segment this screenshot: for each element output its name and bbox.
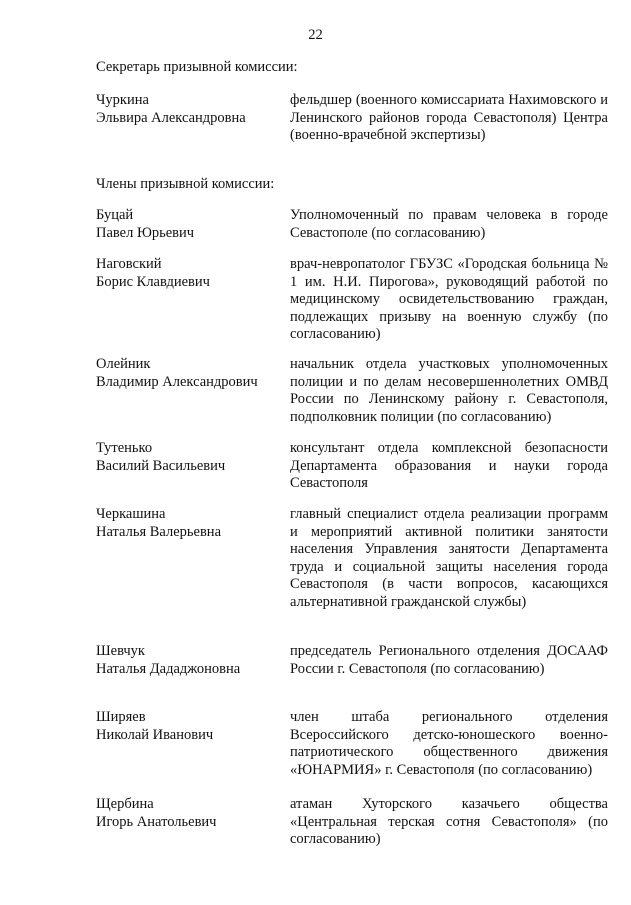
given-names: Василий Васильевич — [96, 457, 226, 474]
position-description: член штаба регионального отделения Всероссийского детско-юношеского военно-патриотического общественного движения «ЮНАРМИЯ» г. Севастополя (по согласованию) — [290, 709, 608, 778]
surname: Черкашина — [96, 506, 166, 522]
members-heading: Члены призывной комиссии: — [96, 176, 275, 192]
position-description: председатель Регионального отделения ДОСААФ России г. Севастополя (по согласованию) — [290, 643, 608, 677]
position-description: консультант отдела комплексной безопасности Департамента образования и науки города Севастополя — [290, 440, 608, 491]
member-entry — [96, 796, 608, 849]
person-name — [96, 643, 290, 678]
surname: Ширяев — [96, 709, 146, 725]
position-description: атаман Хуторского казачьего общества «Центральная терская сотня Севастополя» (по согласованию) — [290, 796, 608, 847]
person-name — [96, 207, 290, 242]
member-entry — [96, 643, 608, 678]
position-description: фельдшер (военного комиссариата Нахимовского и Ленинского районов города Севастополя) Центра (военно-врачебной экспертизы) — [290, 92, 608, 143]
member-entry — [96, 356, 608, 426]
position-description: главный специалист отдела реализации программ и мероприятий активной политики занятости населения Управления занятости Департамента труда и социальной защиты населения города Севастополя (в части вопросов, касающихся альтернативной гражданской службы) — [290, 506, 608, 610]
person-name — [96, 356, 290, 426]
person-name — [96, 709, 290, 779]
given-names: Николай Иванович — [96, 726, 214, 743]
person-name — [96, 256, 290, 344]
position-description: врач-невропатолог ГБУЗС «Городская больница № 1 им. Н.И. Пирогова», руководящий работой по медицинскому освидетельствованию граждан, подлежащих призыву на военную службу (по согласованию) — [290, 256, 608, 342]
given-names: Владимир Александрович — [96, 373, 258, 390]
surname: Щербина — [96, 796, 154, 812]
position-description: Уполномоченный по правам человека в городе Севастополе (по согласованию) — [290, 207, 608, 241]
given-names: Павел Юрьевич — [96, 224, 195, 241]
member-entry — [96, 256, 608, 344]
surname: Тутенько — [96, 440, 153, 456]
position-description: начальник отдела участковых уполномоченных полиции и по делам несовершеннолетних ОМВД России по Ленинскому району г. Севастополя, подполковник полиции (по согласованию) — [290, 356, 608, 425]
surname: Шевчук — [96, 643, 145, 659]
person-name — [96, 796, 290, 849]
surname: Чуркина — [96, 92, 149, 108]
member-entry — [96, 709, 608, 779]
given-names: Борис Клавдиевич — [96, 273, 210, 290]
person-name — [96, 506, 290, 611]
given-names: Наталья Дададжоновна — [96, 660, 241, 677]
page-number: 22 — [308, 27, 323, 43]
person-name — [96, 92, 290, 145]
given-names: Наталья Валерьевна — [96, 523, 221, 540]
member-entry — [96, 207, 608, 242]
member-entry — [96, 440, 608, 493]
surname: Буцай — [96, 207, 134, 223]
secretary-entry — [96, 92, 608, 145]
surname: Олейник — [96, 356, 151, 372]
given-names: Эльвира Александровна — [96, 109, 246, 126]
secretary-heading: Секретарь призывной комиссии: — [96, 59, 298, 75]
given-names: Игорь Анатольевич — [96, 813, 217, 830]
member-entry — [96, 506, 608, 611]
surname: Наговский — [96, 256, 162, 272]
person-name — [96, 440, 290, 493]
